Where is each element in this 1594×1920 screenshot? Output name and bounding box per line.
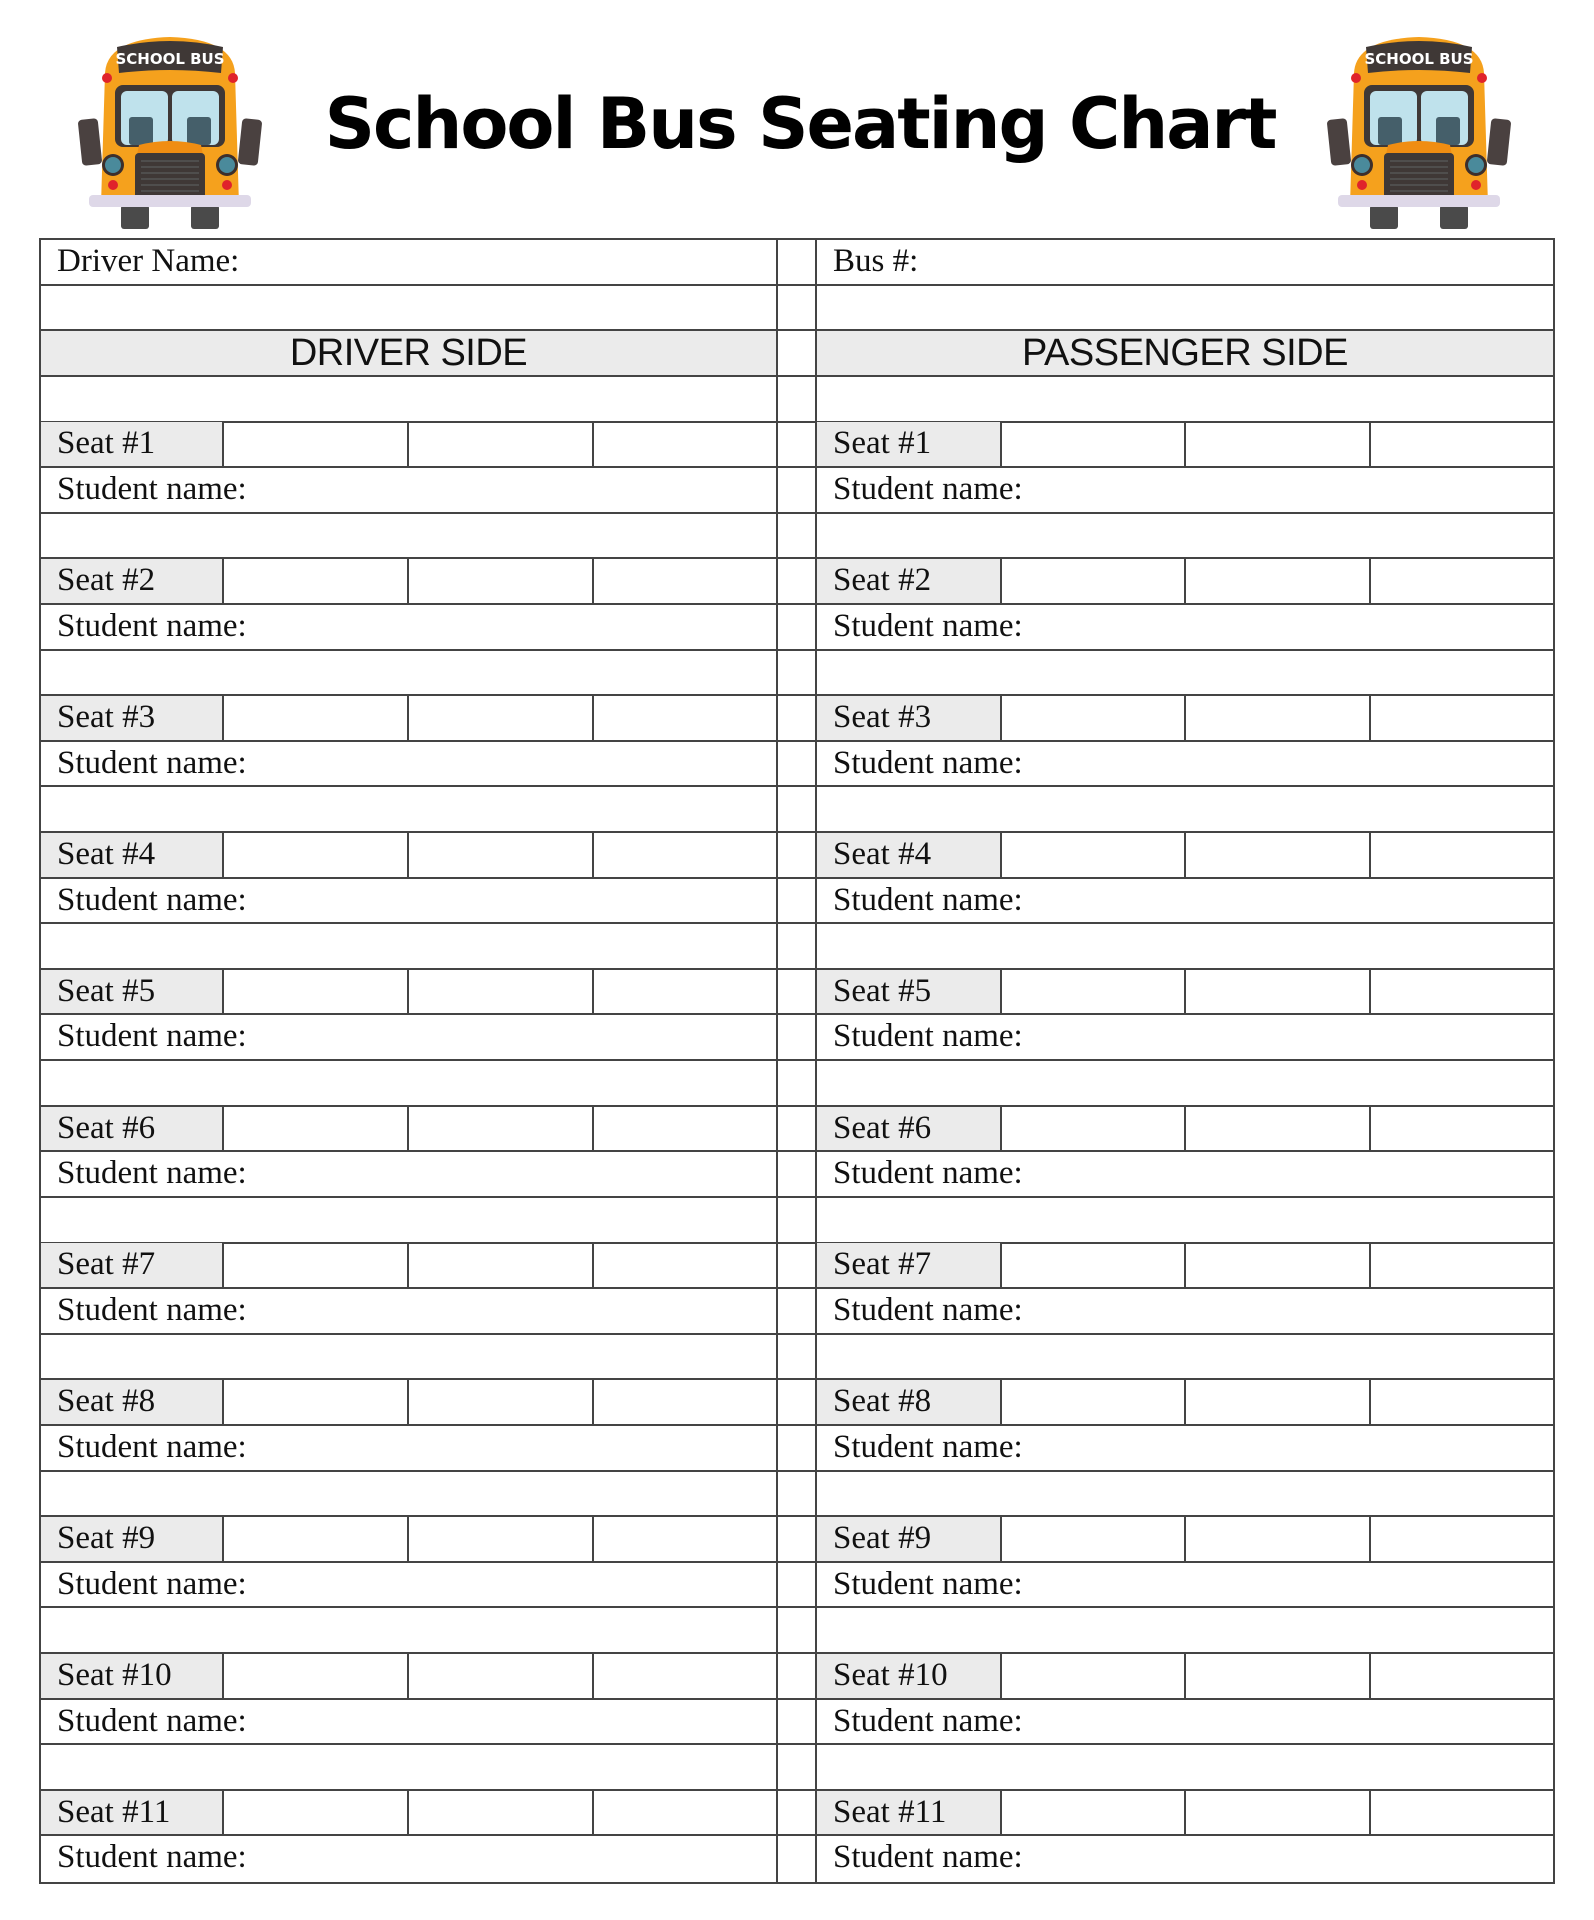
driver-seat-label: Seat #5: [41, 970, 224, 1016]
column-gap: [778, 924, 817, 970]
column-gap: [778, 605, 817, 651]
school-bus-icon: [77, 33, 263, 229]
passenger-student-name-field[interactable]: Student name:: [817, 605, 1553, 651]
driver-seat-box[interactable]: [409, 1107, 594, 1153]
passenger-seat-box[interactable]: [1186, 1243, 1371, 1289]
blank-row: [41, 1198, 1553, 1244]
driver-seat-box[interactable]: [594, 970, 778, 1016]
passenger-seat-box[interactable]: [1002, 1380, 1186, 1426]
column-gap: [778, 240, 817, 286]
driver-seat-box[interactable]: [594, 1654, 778, 1700]
driver-seat-box[interactable]: [224, 1380, 409, 1426]
column-gap: [778, 1107, 817, 1153]
driver-name-entry[interactable]: [41, 286, 778, 332]
blank-cell: [817, 1061, 1553, 1107]
blank-cell: [41, 1745, 778, 1791]
driver-seat-box[interactable]: [409, 422, 594, 468]
column-gap: [778, 1517, 817, 1563]
student-name-row: [41, 605, 1553, 651]
driver-seat-box[interactable]: [594, 1791, 778, 1837]
passenger-seat-label: Seat #4: [817, 833, 1002, 879]
blank-cell: [817, 651, 1553, 697]
passenger-seat-box[interactable]: [1002, 1654, 1186, 1700]
column-gap: [778, 1791, 817, 1837]
school-bus-illustration: [78, 37, 263, 229]
passenger-seat-box[interactable]: [1186, 559, 1371, 605]
driver-seat-label: Seat #3: [41, 696, 224, 742]
passenger-student-name-field[interactable]: Student name:: [817, 1426, 1553, 1472]
blank-cell: [817, 787, 1553, 833]
passenger-student-name-field[interactable]: Student name:: [817, 1700, 1553, 1746]
driver-seat-box[interactable]: [224, 696, 409, 742]
driver-student-name-field[interactable]: Student name:: [41, 468, 778, 514]
seat-row: [41, 1654, 1553, 1700]
column-gap: [778, 422, 817, 468]
passenger-seat-box[interactable]: [1002, 422, 1186, 468]
passenger-seat-box[interactable]: [1002, 559, 1186, 605]
bus-sign-text: SCHOOL BUS: [115, 50, 225, 68]
column-gap: [778, 331, 817, 377]
column-gap: [778, 1243, 817, 1289]
column-gap: [778, 559, 817, 605]
driver-seat-label: Seat #11: [41, 1791, 224, 1837]
passenger-side-header: PASSENGER SIDE: [817, 331, 1553, 377]
student-name-row: [41, 1700, 1553, 1746]
column-gap: [778, 833, 817, 879]
blank-row: [41, 787, 1553, 833]
passenger-seat-box[interactable]: [1371, 559, 1553, 605]
passenger-seat-label: Seat #2: [817, 559, 1002, 605]
seat-row: [41, 1243, 1553, 1289]
passenger-seat-box[interactable]: [1186, 833, 1371, 879]
student-name-row: [41, 1563, 1553, 1609]
column-gap: [778, 377, 817, 423]
column-gap: [778, 1152, 817, 1198]
student-name-row: [41, 879, 1553, 925]
seat-row: [41, 1791, 1553, 1837]
blank-row: [41, 1335, 1553, 1381]
driver-seat-label: Seat #7: [41, 1243, 224, 1289]
driver-seat-box[interactable]: [224, 1517, 409, 1563]
driver-seat-box[interactable]: [224, 970, 409, 1016]
side-header-row: [41, 331, 1553, 377]
column-gap: [778, 1289, 817, 1335]
blank-row: [41, 1745, 1553, 1791]
passenger-seat-box[interactable]: [1002, 833, 1186, 879]
driver-seat-box[interactable]: [409, 1654, 594, 1700]
driver-side-header: DRIVER SIDE: [41, 331, 778, 377]
column-gap: [778, 1335, 817, 1381]
student-name-row: [41, 1015, 1553, 1061]
passenger-seat-box[interactable]: [1002, 1243, 1186, 1289]
passenger-seat-box[interactable]: [1371, 1107, 1553, 1153]
blank-cell: [817, 924, 1553, 970]
seat-row: [41, 1517, 1553, 1563]
blank-row: [41, 286, 1553, 332]
passenger-seat-box[interactable]: [1002, 1791, 1186, 1837]
driver-seat-label: Seat #1: [41, 422, 224, 468]
passenger-seat-box[interactable]: [1002, 696, 1186, 742]
blank-row: [41, 924, 1553, 970]
driver-seat-box[interactable]: [409, 559, 594, 605]
seat-row: [41, 696, 1553, 742]
passenger-seat-label: Seat #6: [817, 1107, 1002, 1153]
student-name-row: [41, 1289, 1553, 1335]
passenger-seat-label: Seat #3: [817, 696, 1002, 742]
school-bus-illustration: [1327, 37, 1512, 229]
driver-name-field[interactable]: Driver Name:: [41, 240, 778, 286]
passenger-seat-label: Seat #8: [817, 1380, 1002, 1426]
passenger-seat-box[interactable]: [1002, 1107, 1186, 1153]
driver-seat-box[interactable]: [409, 1791, 594, 1837]
passenger-seat-box[interactable]: [1371, 833, 1553, 879]
driver-seat-label: Seat #9: [41, 1517, 224, 1563]
column-gap: [778, 1061, 817, 1107]
driver-student-name-field[interactable]: Student name:: [41, 1289, 778, 1335]
student-name-row: [41, 742, 1553, 788]
seat-row: [41, 1380, 1553, 1426]
blank-cell: [41, 1608, 778, 1654]
blank-cell: [41, 514, 778, 560]
blank-row: [41, 514, 1553, 560]
driver-student-name-field[interactable]: Student name:: [41, 1015, 778, 1061]
driver-seat-box[interactable]: [224, 1107, 409, 1153]
column-gap: [778, 1426, 817, 1472]
column-gap: [778, 787, 817, 833]
driver-seat-box[interactable]: [409, 696, 594, 742]
seat-row: [41, 559, 1553, 605]
column-gap: [778, 1745, 817, 1791]
passenger-seat-box[interactable]: [1186, 1517, 1371, 1563]
passenger-seat-label: Seat #11: [817, 1791, 1002, 1837]
passenger-student-name-field[interactable]: Student name:: [817, 1563, 1553, 1609]
student-name-row: [41, 1426, 1553, 1472]
passenger-student-name-field[interactable]: Student name:: [817, 879, 1553, 925]
blank-cell: [817, 1198, 1553, 1244]
driver-seat-box[interactable]: [409, 1517, 594, 1563]
column-gap: [778, 514, 817, 560]
passenger-seat-box[interactable]: [1186, 1380, 1371, 1426]
seat-row: [41, 833, 1553, 879]
column-gap: [778, 970, 817, 1016]
blank-row: [41, 1472, 1553, 1518]
driver-seat-box[interactable]: [594, 559, 778, 605]
blank-cell: [817, 514, 1553, 560]
column-gap: [778, 879, 817, 925]
driver-seat-box[interactable]: [409, 970, 594, 1016]
bus-number-field[interactable]: Bus #:: [817, 240, 1553, 286]
driver-seat-box[interactable]: [594, 1380, 778, 1426]
passenger-student-name-field[interactable]: Student name:: [817, 1015, 1553, 1061]
passenger-seat-label: Seat #9: [817, 1517, 1002, 1563]
driver-student-name-field[interactable]: Student name:: [41, 1563, 778, 1609]
passenger-seat-box[interactable]: [1002, 1517, 1186, 1563]
bus-sign-text: SCHOOL BUS: [1364, 50, 1474, 68]
column-gap: [778, 1654, 817, 1700]
passenger-seat-label: Seat #10: [817, 1654, 1002, 1700]
driver-student-name-field[interactable]: Student name:: [41, 879, 778, 925]
driver-bus-info-row: [41, 240, 1553, 286]
driver-seat-box[interactable]: [594, 696, 778, 742]
driver-seat-box[interactable]: [224, 1654, 409, 1700]
passenger-seat-label: Seat #1: [817, 422, 1002, 468]
passenger-seat-box[interactable]: [1186, 696, 1371, 742]
blank-cell: [41, 651, 778, 697]
driver-seat-box[interactable]: [224, 833, 409, 879]
blank-row: [41, 1061, 1553, 1107]
blank-cell: [817, 377, 1553, 423]
blank-cell: [41, 787, 778, 833]
passenger-seat-box[interactable]: [1371, 1654, 1553, 1700]
driver-student-name-field[interactable]: Student name:: [41, 742, 778, 788]
passenger-student-name-field[interactable]: Student name:: [817, 1289, 1553, 1335]
passenger-seat-box[interactable]: [1371, 1380, 1553, 1426]
blank-cell: [41, 1472, 778, 1518]
driver-seat-box[interactable]: [594, 833, 778, 879]
passenger-student-name-field[interactable]: Student name:: [833, 1839, 1023, 1876]
blank-cell: [817, 1745, 1553, 1791]
blank-cell: [41, 1061, 778, 1107]
seat-row: [41, 1107, 1553, 1153]
driver-seat-box[interactable]: [409, 1243, 594, 1289]
column-gap: [778, 1198, 817, 1244]
blank-cell: [817, 1335, 1553, 1381]
passenger-seat-box[interactable]: [1371, 696, 1553, 742]
passenger-seat-box[interactable]: [1186, 1654, 1371, 1700]
school-bus-icon: [1326, 33, 1512, 229]
driver-student-name-field[interactable]: Student name:: [41, 605, 778, 651]
blank-cell: [817, 1608, 1553, 1654]
driver-seat-box[interactable]: [594, 1107, 778, 1153]
passenger-seat-box[interactable]: [1186, 1791, 1371, 1837]
blank-row: [41, 1608, 1553, 1654]
blank-cell: [41, 924, 778, 970]
driver-student-name-field[interactable]: Student name:: [41, 1426, 778, 1472]
column-gap: [778, 286, 817, 332]
column-gap: [778, 1380, 817, 1426]
driver-seat-box[interactable]: [409, 1380, 594, 1426]
driver-student-name-field[interactable]: Student name:: [41, 1152, 778, 1198]
page-title: School Bus Seating Chart: [324, 83, 1276, 165]
column-gap: [778, 1015, 817, 1061]
driver-seat-label: Seat #4: [41, 833, 224, 879]
passenger-seat-box[interactable]: [1371, 1243, 1553, 1289]
driver-seat-box[interactable]: [224, 1243, 409, 1289]
blank-row: [41, 651, 1553, 697]
column-gap: [778, 1700, 817, 1746]
driver-seat-box[interactable]: [594, 1517, 778, 1563]
driver-seat-box[interactable]: [594, 422, 778, 468]
blank-cell: [41, 377, 778, 423]
passenger-seat-box[interactable]: [1186, 422, 1371, 468]
passenger-seat-box[interactable]: [1371, 422, 1553, 468]
seating-chart-form: [39, 238, 1555, 1884]
passenger-seat-box[interactable]: [1371, 1517, 1553, 1563]
driver-seat-label: Seat #6: [41, 1107, 224, 1153]
column-gap: [778, 1472, 817, 1518]
passenger-student-name-field[interactable]: Student name:: [817, 1152, 1553, 1198]
passenger-seat-box[interactable]: [1002, 970, 1186, 1016]
column-gap: [778, 1836, 817, 1882]
student-name-row: [41, 468, 1553, 514]
driver-seat-box[interactable]: [224, 1791, 409, 1837]
passenger-student-name-field[interactable]: Student name:: [817, 468, 1553, 514]
column-gap: [778, 1563, 817, 1609]
driver-seat-label: Seat #10: [41, 1654, 224, 1700]
blank-cell: [817, 1472, 1553, 1518]
column-gap: [778, 742, 817, 788]
driver-seat-box[interactable]: [594, 1243, 778, 1289]
column-gap: [778, 468, 817, 514]
passenger-seat-box[interactable]: [1371, 1791, 1553, 1837]
passenger-seat-box[interactable]: [1371, 970, 1553, 1016]
passenger-seat-box[interactable]: [1186, 970, 1371, 1016]
driver-seat-box[interactable]: [224, 559, 409, 605]
bus-number-entry[interactable]: [817, 286, 1553, 332]
driver-student-name-field[interactable]: Student name:: [41, 1700, 778, 1746]
driver-seat-box[interactable]: [224, 422, 409, 468]
driver-seat-label: Seat #2: [41, 559, 224, 605]
driver-seat-label: Seat #8: [41, 1380, 224, 1426]
column-gap: [778, 696, 817, 742]
blank-cell: [41, 1198, 778, 1244]
seat-row: [41, 422, 1553, 468]
blank-cell: [41, 1335, 778, 1381]
column-gap: [778, 651, 817, 697]
seat-row: [41, 970, 1553, 1016]
passenger-seat-label: Seat #5: [817, 970, 1002, 1016]
passenger-seat-label: Seat #7: [817, 1243, 1002, 1289]
passenger-seat-box[interactable]: [1186, 1107, 1371, 1153]
blank-row: [41, 377, 1553, 423]
column-gap: [778, 1608, 817, 1654]
student-name-row: [41, 1152, 1553, 1198]
driver-student-name-field[interactable]: Student name:: [41, 1836, 778, 1882]
passenger-student-name-field[interactable]: Student name:: [817, 742, 1553, 788]
driver-seat-box[interactable]: [409, 833, 594, 879]
student-name-row: [41, 1836, 1553, 1882]
